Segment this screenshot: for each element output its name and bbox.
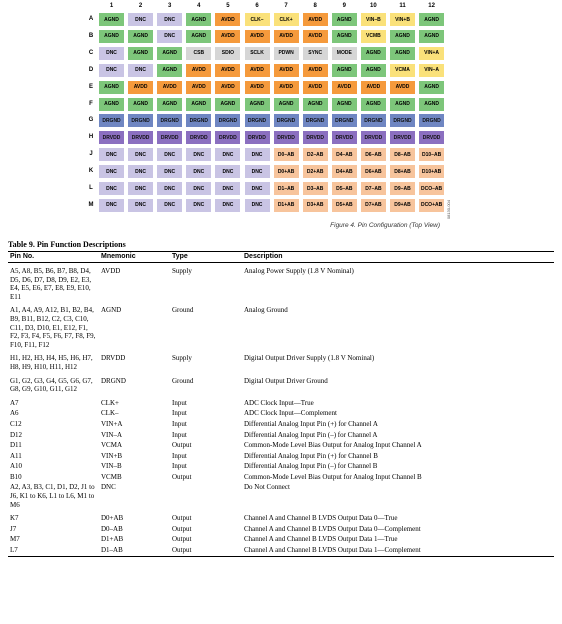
pin-cell: AGND xyxy=(331,97,358,112)
cell-type: Output xyxy=(172,524,192,533)
pin-cell: DRVDD xyxy=(98,130,125,145)
column-number: 7 xyxy=(284,3,288,9)
cell-description: Differential Analog Input Pin (–) for Channel B xyxy=(244,462,378,471)
pin-cell: DRGND xyxy=(273,113,300,128)
cell-mnemonic: VIN+B xyxy=(101,451,123,460)
pin-cell: DNC xyxy=(214,164,241,179)
cell-type: Ground xyxy=(172,376,194,385)
pin-cell: D6–AB xyxy=(360,147,387,162)
cell-pin: M7 xyxy=(10,535,20,544)
row-label: K xyxy=(88,168,94,175)
pin-cell: DNC xyxy=(127,63,154,78)
pin-function-table xyxy=(8,251,554,557)
pin-cell: AGND xyxy=(244,97,271,112)
pin-cell: AGND xyxy=(389,46,416,61)
pin-cell: DRVDD xyxy=(302,130,329,145)
cell-mnemonic: D0+AB xyxy=(101,514,124,523)
cell-mnemonic: VIN+A xyxy=(101,419,123,428)
cell-pin: J7 xyxy=(10,524,17,533)
pin-cell: D10–AB xyxy=(418,147,445,162)
cell-description: Common-Mode Level Bias Output for Analog Input Channel B xyxy=(244,472,422,481)
pin-cell: DNC xyxy=(98,164,125,179)
pin-cell: DRVDD xyxy=(214,130,241,145)
pin-cell: AVDD xyxy=(273,29,300,44)
cell-mnemonic: D1+AB xyxy=(101,535,124,544)
pin-cell: AGND xyxy=(273,97,300,112)
cell-type: Input xyxy=(172,419,187,428)
column-number: 6 xyxy=(255,3,259,9)
row-label: J xyxy=(89,151,93,158)
pin-cell: AVDD xyxy=(302,12,329,27)
pin-configuration-diagram xyxy=(0,0,562,230)
pin-cell: SCLK xyxy=(244,46,271,61)
pin-cell: D5+AB xyxy=(331,198,358,213)
table-row xyxy=(8,395,554,409)
column-number: 2 xyxy=(138,3,143,9)
pin-cell: AVDD xyxy=(214,29,241,44)
cell-pin: A5, A8, B5, B6, B7, B8, D4, D5, D6, D7, D8, D9, E2, E3, E4, E5, E6, E7, E8, E9, E10, E11 xyxy=(10,267,92,301)
pin-cell: DNC xyxy=(127,147,154,162)
pin-cell: D2–AB xyxy=(302,147,329,162)
figure-caption: Figure 4. Pin Configuration (Top View) xyxy=(330,222,440,229)
pin-cell: DNC xyxy=(156,12,183,27)
pin-cell: SYNC xyxy=(302,46,329,61)
header-mnemonic: Mnemonic xyxy=(99,252,170,263)
cell-pin: H1, H2, H3, H4, H5, H6, H7, H8, H9, H10, H11, H12 xyxy=(10,354,93,371)
pin-cell: SDIO xyxy=(214,46,241,61)
column-number: 4 xyxy=(197,3,201,9)
cell-pin: D11 xyxy=(10,441,22,450)
table-row xyxy=(8,440,554,451)
column-number: 1 xyxy=(109,3,114,9)
pin-cell: D3–AB xyxy=(302,181,329,196)
cell-description: Differential Analog Input Pin (–) for Channel A xyxy=(244,430,378,439)
pin-function-table-section xyxy=(8,240,554,557)
table-row xyxy=(8,419,554,430)
cell-pin: B10 xyxy=(10,472,22,481)
pin-cell: D3+AB xyxy=(302,198,329,213)
cell-pin: A7 xyxy=(10,398,19,407)
pin-cell: DNC xyxy=(98,46,125,61)
pin-cell: DNC xyxy=(185,147,212,162)
pin-cell: DNC xyxy=(185,198,212,213)
table-row xyxy=(8,482,554,510)
row-label: B xyxy=(88,32,94,39)
pin-cell: AGND xyxy=(418,80,445,95)
pin-cell: AGND xyxy=(156,63,183,78)
pin-cell: AGND xyxy=(98,12,125,27)
pin-cell: DRGND xyxy=(360,113,387,128)
pin-cell: AGND xyxy=(360,46,387,61)
pin-cell: AVDD xyxy=(331,80,358,95)
table-row xyxy=(8,524,554,535)
pin-cell: AVDD xyxy=(389,80,416,95)
pin-cell: AGND xyxy=(214,97,241,112)
pin-cell: AGND xyxy=(185,12,212,27)
pin-cell: DNC xyxy=(127,12,154,27)
cell-type: Output xyxy=(172,514,192,523)
pin-cell: DNC xyxy=(98,198,125,213)
column-number: 10 xyxy=(370,3,377,9)
pin-cell: CLK– xyxy=(244,12,271,27)
cell-type: Input xyxy=(172,398,187,407)
cell-pin: A11 xyxy=(10,451,22,460)
pin-cell: D9–AB xyxy=(389,181,416,196)
cell-pin: A1, A4, A9, A12, B1, B2, B4, B9, B11, B12, C2, C3, C10, C11, D3, D10, E1, E12, F1, F2, F3, F4, F5, F6, F7, F8, F9, F10, F11, F12 xyxy=(10,306,96,349)
row-label: L xyxy=(89,185,93,191)
column-number: 9 xyxy=(342,3,346,9)
pin-cell: CSB xyxy=(185,46,212,61)
pin-cell: DNC xyxy=(244,164,271,179)
pin-cell: MODE xyxy=(331,46,358,61)
cell-type: Output xyxy=(172,535,192,544)
pin-cell: AGND xyxy=(127,97,154,112)
pin-cell: AGND xyxy=(331,63,358,78)
table-row xyxy=(8,430,554,441)
cell-description: Channel A and Channel B LVDS Output Data 1—Complement xyxy=(242,545,554,556)
pin-cell: DRVDD xyxy=(185,130,212,145)
column-number: 12 xyxy=(428,3,435,9)
table-row xyxy=(8,545,554,556)
column-number: 5 xyxy=(226,3,230,9)
pin-cell: DNC xyxy=(98,63,125,78)
pin-cell: DRVDD xyxy=(127,130,154,145)
cell-mnemonic: CLK+ xyxy=(101,398,119,407)
pin-cell: AGND xyxy=(418,12,445,27)
pin-cell: AGND xyxy=(185,29,212,44)
cell-description: Differential Analog Input Pin (+) for Channel A xyxy=(244,419,378,428)
cell-description: Analog Ground xyxy=(244,306,288,315)
pin-cell: AGND xyxy=(98,80,125,95)
pin-cell: DRGND xyxy=(98,113,125,128)
pin-cell: D8–AB xyxy=(389,147,416,162)
pin-cell: VIN–B xyxy=(360,12,387,27)
pin-cell: DNC xyxy=(127,181,154,196)
cell-type xyxy=(170,482,242,510)
table-row xyxy=(8,408,554,419)
pin-cell: DRGND xyxy=(331,113,358,128)
cell-mnemonic: VIN–A xyxy=(101,430,122,439)
pin-cell: VIN+B xyxy=(389,12,416,27)
row-label: D xyxy=(88,66,94,73)
pin-cell: VIN+A xyxy=(418,46,445,61)
cell-description: Digital Output Driver Supply (1.8 V Nominal) xyxy=(244,354,375,363)
cell-mnemonic: VIN–B xyxy=(101,462,122,471)
pin-cell: DNC xyxy=(244,198,271,213)
row-label: A xyxy=(88,16,94,22)
cell-type: Input xyxy=(172,430,187,439)
pin-cell: DNC xyxy=(185,181,212,196)
pin-cell: DRGND xyxy=(127,113,154,128)
pin-cell: AVDD xyxy=(156,80,183,95)
cell-description: Digital Output Driver Ground xyxy=(244,376,328,385)
pin-cell: DRVDD xyxy=(331,130,358,145)
pin-cell: AVDD xyxy=(214,63,241,78)
pin-cell: AVDD xyxy=(214,80,241,95)
table-row xyxy=(8,510,554,524)
pin-cell: DRGND xyxy=(185,113,212,128)
pin-cell: DNC xyxy=(156,164,183,179)
table-header-row xyxy=(8,252,554,263)
pin-cell: AVDD xyxy=(360,80,387,95)
pin-cell: VCMA xyxy=(389,63,416,78)
table-row xyxy=(8,461,554,472)
pin-cell: DNC xyxy=(214,181,241,196)
pin-cell: DCO+AB xyxy=(418,198,445,213)
pin-cell: AVDD xyxy=(273,80,300,95)
pin-cell: AGND xyxy=(98,97,125,112)
pin-cell: DRGND xyxy=(389,113,416,128)
cell-type: Supply xyxy=(172,267,192,275)
figure-code: 08130-004 xyxy=(446,200,451,220)
pin-cell: D4+AB xyxy=(331,164,358,179)
pin-cell: AVDD xyxy=(302,63,329,78)
table-row xyxy=(8,534,554,545)
cell-description: Common-Mode Level Bias Output for Analog Input Channel A xyxy=(244,441,422,450)
pin-cell: AGND xyxy=(98,29,125,44)
cell-mnemonic: DRGND xyxy=(101,376,126,385)
pin-cell: AVDD xyxy=(302,80,329,95)
table-row xyxy=(8,472,554,483)
pin-cell: AVDD xyxy=(185,63,212,78)
table-row xyxy=(8,350,554,372)
pin-cell: DNC xyxy=(214,147,241,162)
cell-type: Input xyxy=(172,409,187,418)
pin-cell: DNC xyxy=(156,181,183,196)
pin-cell: AGND xyxy=(185,97,212,112)
pin-cell: DNC xyxy=(244,181,271,196)
pin-cell: D8+AB xyxy=(389,164,416,179)
pin-cell: DNC xyxy=(244,147,271,162)
cell-description: ADC Clock Input—Complement xyxy=(244,409,337,418)
cell-description: ADC Clock Input—True xyxy=(244,398,314,407)
cell-pin: D12 xyxy=(10,430,23,439)
cell-description: Differential Analog Input Pin (+) for Channel B xyxy=(244,451,378,460)
pin-cell: AGND xyxy=(156,46,183,61)
pin-cell: AGND xyxy=(156,97,183,112)
cell-type: Output xyxy=(172,472,192,481)
cell-description: Do Not Connect xyxy=(244,483,290,492)
cell-description: Analog Power Supply (1.8 V Nominal) xyxy=(244,267,354,275)
pin-cell: AGND xyxy=(127,46,154,61)
column-number: 11 xyxy=(399,3,406,9)
table-row xyxy=(8,302,554,350)
pin-cell: AVDD xyxy=(244,80,271,95)
pin-cell: D1+AB xyxy=(273,198,300,213)
pin-cell: DNC xyxy=(156,29,183,44)
pin-cell: AGND xyxy=(331,29,358,44)
pin-cell: AVDD xyxy=(244,29,271,44)
cell-mnemonic: CLK– xyxy=(101,409,119,418)
cell-mnemonic: D0–AB xyxy=(101,524,123,533)
pin-cell: DNC xyxy=(98,147,125,162)
pin-cell: DRGND xyxy=(214,113,241,128)
pin-cell: D0+AB xyxy=(273,164,300,179)
header-type: Type xyxy=(170,252,242,263)
pin-cell: DRGND xyxy=(418,113,445,128)
pin-cell: AGND xyxy=(389,29,416,44)
pin-cell: DRVDD xyxy=(156,130,183,145)
pin-cell: AGND xyxy=(302,97,329,112)
pin-cell: CLK+ xyxy=(273,12,300,27)
cell-type: Output xyxy=(172,441,192,450)
cell-mnemonic: AGND xyxy=(101,306,122,315)
header-pin: Pin No. xyxy=(8,252,99,263)
cell-type: Input xyxy=(172,451,187,460)
pin-cell: DRGND xyxy=(156,113,183,128)
cell-type: Supply xyxy=(172,354,192,363)
cell-mnemonic: VCMA xyxy=(101,441,123,450)
pin-cell: AGND xyxy=(331,12,358,27)
pin-cell: D1–AB xyxy=(273,181,300,196)
row-label: E xyxy=(88,83,93,90)
pin-cell: DNC xyxy=(127,164,154,179)
pin-cell: PDWN xyxy=(273,46,300,61)
pin-cell: AVDD xyxy=(214,12,241,27)
row-label: C xyxy=(88,49,94,56)
table-row xyxy=(8,263,554,303)
pin-cell: D7+AB xyxy=(360,198,387,213)
cell-mnemonic: DNC xyxy=(101,483,116,492)
header-description: Description xyxy=(242,252,554,263)
pin-cell: AVDD xyxy=(185,80,212,95)
pin-cell: DNC xyxy=(98,181,125,196)
pin-cell: DNC xyxy=(214,198,241,213)
pin-cell: D9+AB xyxy=(389,198,416,213)
table-row xyxy=(8,451,554,462)
pin-cell: DNC xyxy=(185,164,212,179)
pin-cell: AVDD xyxy=(273,63,300,78)
pin-cell: D6+AB xyxy=(360,164,387,179)
pin-cell: DRVDD xyxy=(418,130,445,145)
pin-cell: AVDD xyxy=(244,63,271,78)
cell-type: Input xyxy=(172,462,187,471)
pin-cell: D2+AB xyxy=(302,164,329,179)
pin-cell: D7–AB xyxy=(360,181,387,196)
pin-cell: D4–AB xyxy=(331,147,358,162)
cell-mnemonic: AVDD xyxy=(101,267,121,275)
pin-cell: AVDD xyxy=(127,80,154,95)
pin-cell: DRGND xyxy=(302,113,329,128)
pin-cell: D0–AB xyxy=(273,147,300,162)
row-label: M xyxy=(88,201,94,208)
pin-cell: AGND xyxy=(418,97,445,112)
pin-cell: AGND xyxy=(418,29,445,44)
pin-cell: VIN–A xyxy=(418,63,445,78)
cell-pin: A6 xyxy=(10,409,19,418)
pin-cell: AGND xyxy=(360,97,387,112)
pin-cell: D5–AB xyxy=(331,181,358,196)
table-row xyxy=(8,373,554,395)
cell-mnemonic: VCMB xyxy=(101,472,122,481)
row-label: F xyxy=(89,100,93,107)
pin-cell: DRGND xyxy=(244,113,271,128)
cell-pin: A10 xyxy=(10,462,23,471)
column-number: 8 xyxy=(313,3,317,9)
cell-mnemonic: D1–AB xyxy=(99,545,170,556)
pin-cell: DNC xyxy=(127,198,154,213)
pin-cell: DNC xyxy=(156,147,183,162)
row-label: H xyxy=(88,134,94,141)
row-label: G xyxy=(88,117,94,124)
cell-pin: L7 xyxy=(8,545,99,556)
cell-description: Channel A and Channel B LVDS Output Data 0—Complement xyxy=(244,524,421,533)
pin-cell: AGND xyxy=(127,29,154,44)
pin-cell: VCMB xyxy=(360,29,387,44)
table-title: Table 9. Pin Function Descriptions xyxy=(8,240,126,249)
cell-pin: A2, A3, B3, C1, D1, D2, J1 to J6, K1 to K6, L1 to L6, M1 to M6 xyxy=(10,483,95,509)
pin-cell: DRVDD xyxy=(273,130,300,145)
pin-cell: AGND xyxy=(360,63,387,78)
cell-description: Channel A and Channel B LVDS Output Data 0—True xyxy=(244,514,398,523)
cell-pin: K7 xyxy=(10,514,19,523)
cell-description: Channel A and Channel B LVDS Output Data 1—True xyxy=(244,535,398,544)
pin-cell: DCO–AB xyxy=(418,181,445,196)
cell-type: Ground xyxy=(172,306,194,315)
pin-cell: AGND xyxy=(389,97,416,112)
cell-mnemonic: DRVDD xyxy=(101,354,126,363)
cell-pin: G1, G2, G3, G4, G5, G6, G7, G8, G9, G10, G11, G12 xyxy=(10,376,93,394)
cell-pin: C12 xyxy=(10,419,22,428)
pin-cell: DRVDD xyxy=(360,130,387,145)
pin-cell: DRVDD xyxy=(244,130,271,145)
pin-cell: DNC xyxy=(156,198,183,213)
cell-type: Output xyxy=(170,545,242,556)
pin-cell: DRVDD xyxy=(389,130,416,145)
pin-cell: D10+AB xyxy=(418,164,445,179)
pin-cell: AVDD xyxy=(302,29,329,44)
column-number: 3 xyxy=(168,3,172,9)
